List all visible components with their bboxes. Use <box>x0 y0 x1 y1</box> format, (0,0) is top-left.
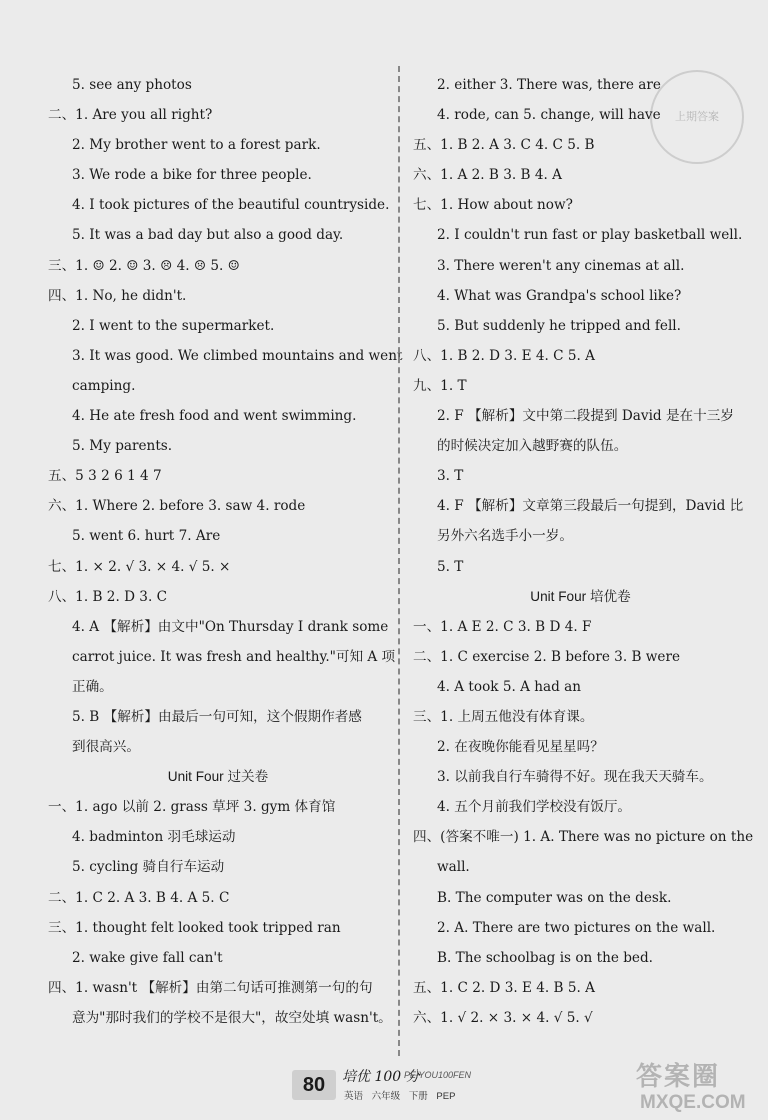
answer-line: 5. But suddenly he tripped and fell. <box>437 317 681 334</box>
answer-line: 意为"那时我们的学校不是很大"，故空处填 wasn't。 <box>72 1009 392 1026</box>
answer-line: 2. wake give fall can't <box>72 949 223 966</box>
answer-column-left <box>48 70 403 1033</box>
answer-line: 五、1. B 2. A 3. C 4. C 5. B <box>413 137 595 154</box>
answer-line: B. The schoolbag is on the bed. <box>437 949 653 966</box>
answer-line: 3. T <box>437 468 464 485</box>
answer-line: 2. F 【解析】文中第二段提到 David 是在十三岁 <box>437 408 734 425</box>
answer-line: 4. A took 5. A had an <box>437 678 581 695</box>
answer-line: 3. It was good. We climbed mountains and went <box>72 347 403 364</box>
answer-line: 四、1. wasn't 【解析】由第二句话可推测第一句的句 <box>48 979 373 996</box>
answer-line: 七、1. × 2. √ 3. × 4. √ 5. × <box>48 558 231 575</box>
answer-line: 五、5 3 2 6 1 4 7 <box>48 468 162 485</box>
answer-line: 5. My parents. <box>72 438 173 455</box>
watermark-logo <box>628 1056 768 1120</box>
answer-line: 六、1. A 2. B 3. B 4. A <box>413 167 562 184</box>
answer-line: 一、1. ago 以前 2. grass 草坪 3. gym 体育馆 <box>48 799 336 816</box>
answer-line: 到很高兴。 <box>72 739 140 756</box>
answer-line: 三、1. thought felt looked took tripped ran <box>48 919 341 936</box>
answer-line: 八、1. B 2. D 3. E 4. C 5. A <box>413 347 595 364</box>
answer-line: 4. 五个月前我们学校没有饭厅。 <box>437 799 632 816</box>
answer-line: 的时候决定加入越野赛的队伍。 <box>437 438 628 455</box>
answer-line: 三、1. ☺ 2. ☺ 3. ☹ 4. ☹ 5. ☺ <box>48 257 240 274</box>
answer-line: 八、1. B 2. D 3. C <box>48 588 167 605</box>
answer-line: 四、1. No, he didn't. <box>48 287 187 304</box>
answer-line: 一、1. A E 2. C 3. B D 4. F <box>413 618 592 635</box>
answer-line: 三、1. 上周五他没有体育课。 <box>413 708 594 725</box>
stamp-text: 上期答案 <box>675 110 719 123</box>
answer-line: 二、1. C 2. A 3. B 4. A 5. C <box>48 889 230 906</box>
answer-line: 5. see any photos <box>72 77 192 93</box>
answer-line: 五、1. C 2. D 3. E 4. B 5. A <box>413 979 595 996</box>
answer-line: 另外六名选手小一岁。 <box>437 528 573 545</box>
answer-line: 5. It was a bad day but also a good day. <box>72 227 344 244</box>
answer-line: 2. My brother went to a forest park. <box>72 137 321 154</box>
answer-line: 七、1. How about now? <box>413 197 573 214</box>
section-title: Unit Four 培优卷 <box>530 588 631 604</box>
answer-line: 4. A 【解析】由文中"On Thursday I drank some <box>72 618 389 635</box>
section-title: Unit Four 过关卷 <box>167 769 269 785</box>
answer-line: 4. He ate fresh food and went swimming. <box>72 408 357 425</box>
answer-line: 4. badminton 羽毛球运动 <box>72 829 236 846</box>
page-number: 80 <box>292 1070 336 1100</box>
answer-line: 3. There weren't any cinemas at all. <box>437 257 685 274</box>
page-footer <box>292 1064 507 1108</box>
answer-line: 六、1. √ 2. × 3. × 4. √ 5. √ <box>413 1009 593 1026</box>
answer-line: 2. I couldn't run fast or play basketball well. <box>437 227 743 244</box>
answer-line: 二、1. Are you all right? <box>48 107 213 124</box>
answer-line: 4. I took pictures of the beautiful countryside. <box>72 197 390 214</box>
watermark-en: MXQE.COM <box>640 1092 746 1113</box>
answer-line: 4. F 【解析】文章第三段最后一句提到，David 比 <box>437 498 744 515</box>
column-divider <box>398 66 400 1056</box>
answer-line: carrot juice. It was fresh and healthy."可知 A 项 <box>72 648 396 665</box>
answer-line: camping. <box>72 377 136 394</box>
brand-subtitle: PEIYOU100FEN <box>404 1070 472 1080</box>
answer-line: 5. cycling 骑自行车运动 <box>72 859 225 876</box>
answer-line: 5. went 6. hurt 7. Are <box>72 528 221 545</box>
answer-line: 3. 以前我自行车骑得不好。现在我天天骑车。 <box>437 769 713 786</box>
answer-line: 4. What was Grandpa's school like? <box>437 287 682 304</box>
answer-line: 4. rode, can 5. change, will have <box>437 107 661 124</box>
answer-line: 二、1. C exercise 2. B before 3. B were <box>413 648 681 665</box>
answer-column-right <box>413 70 754 1033</box>
answer-line: 2. I went to the supermarket. <box>72 317 275 334</box>
answer-line: 九、1. T <box>413 377 467 394</box>
answer-line: 5. T <box>437 558 464 575</box>
watermark-cn: 答案圈 <box>636 1061 721 1091</box>
answer-line: B. The computer was on the desk. <box>437 889 672 906</box>
answer-line: 四、(答案不唯一) 1. A. There was no picture on the <box>413 829 754 846</box>
answer-line: 正确。 <box>72 678 113 695</box>
brand-title: 培优 100 分 <box>342 1069 420 1085</box>
answer-line: 5. B 【解析】由最后一句可知，这个假期作者感 <box>72 708 362 725</box>
answer-line: 2. A. There are two pictures on the wall. <box>437 919 716 936</box>
answer-line: 2. 在夜晚你能看见星星吗？ <box>437 739 604 756</box>
book-info: 英语 六年级 下册 PEP <box>344 1091 456 1102</box>
answer-line: 六、1. Where 2. before 3. saw 4. rode <box>48 498 306 515</box>
answer-line: wall. <box>437 859 470 876</box>
answer-line: 2. either 3. There was, there are <box>437 77 661 93</box>
answer-line: 3. We rode a bike for three people. <box>72 167 312 184</box>
